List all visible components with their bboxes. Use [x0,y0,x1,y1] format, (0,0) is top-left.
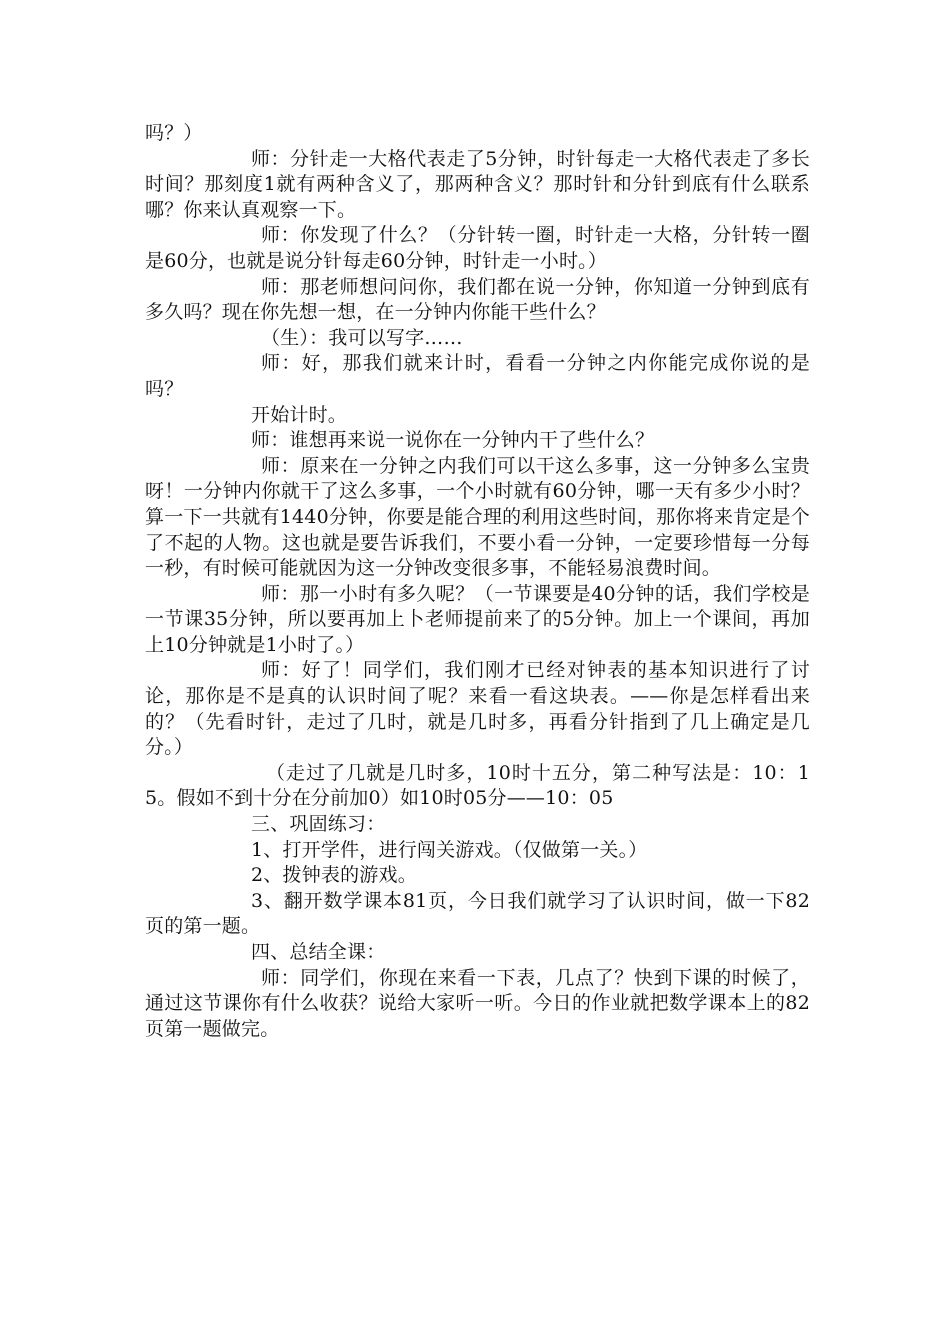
paragraph-time-notation: （走过了几就是几时多，10时十五分，第二种写法是：10：15。假如不到十分在分前加0）如10时05分——10：05 [145,761,810,810]
paragraph-teacher-summary: 师：同学们，你现在来看一下表，几点了？快到下课的时候了，通过这节课你有什么收获？说给大家听一听。今日的作业就把数学课本上的82页第一题做完。 [145,966,810,1040]
document-body [145,121,810,1042]
heading-summary: 四、总结全课： [251,941,386,963]
heading-consolidation-practice: 三、巩固练习： [251,813,386,836]
list-item-3: 3、翻开数学课本81页，今日我们就学习了认识时间，做一下82页的第一题。 [145,889,810,938]
paragraph-teacher-reading-clock: 师：好了！同学们，我们刚才已经对钟表的基本知识进行了讨论，那你是不是真的认识时间了呢？来看一看这块表。——你是怎样看出来的？（先看时针，走过了几时，就是几时多，再看分针指到了几上确定是几分。） [145,659,810,759]
paragraph-student-answer: （生）：我可以写字…… [261,326,463,349]
paragraph-teacher-one-minute: 师：那老师想问问你，我们都在说一分钟，你知道一分钟到底有多久吗？现在你先想一想，在一分钟内你能干些什么？ [145,275,810,324]
list-item-1: 1、打开学件，进行闯关游戏。（仅做第一关。） [251,838,648,861]
paragraph-teacher-timing: 师：好，那我们就来计时，看看一分钟之内你能完成你说的是吗？ [145,352,810,400]
paragraph-teacher-minute-hand: 师：分针走一大格代表走了5分钟，时针每走一大格代表走了多长时间？那刻度1就有两种含义了，那两种含义？那时针和分针到底有什么联系哪？你来认真观察一下。 [145,147,810,221]
paragraph-teacher-one-hour: 师：那一小时有多久呢？（一节课要是40分钟的话，我们学校是一节课35分钟，所以要再加上卜老师提前来了的5分钟。加上一个课间，再加上10分钟就是1小时了。） [145,582,810,656]
paragraph-teacher-discovery: 师：你发现了什么？（分针转一圈，时针走一大格，分针转一圈是60分，也就是说分针每走60分钟，时针走一小时。） [145,224,810,272]
paragraph-teacher-who-speaks: 师：谁想再来说一说你在一分钟内干了些什么？ [251,429,655,452]
paragraph-teacher-precious-minute: 师：原来在一分钟之内我们可以干这么多事，这一分钟多么宝贵呀！一分钟内你就干了这么多事，一个小时就有60分钟，哪一天有多少小时？算一下一共就有1440分钟，你要是能合理的利用这些时间，那你将来肯定是个了不起的人物。这也就是要告诉我们，不要小看一分钟，一定要珍惜每一分每一秒，有时候可能就因为这一分钟改变很多事，不能轻易浪费时间。 [145,454,810,580]
paragraph-continuation: 吗？） [145,122,203,144]
paragraph-start-timing: 开始计时。 [251,403,348,426]
list-item-2: 2、拨钟表的游戏。 [251,864,417,887]
